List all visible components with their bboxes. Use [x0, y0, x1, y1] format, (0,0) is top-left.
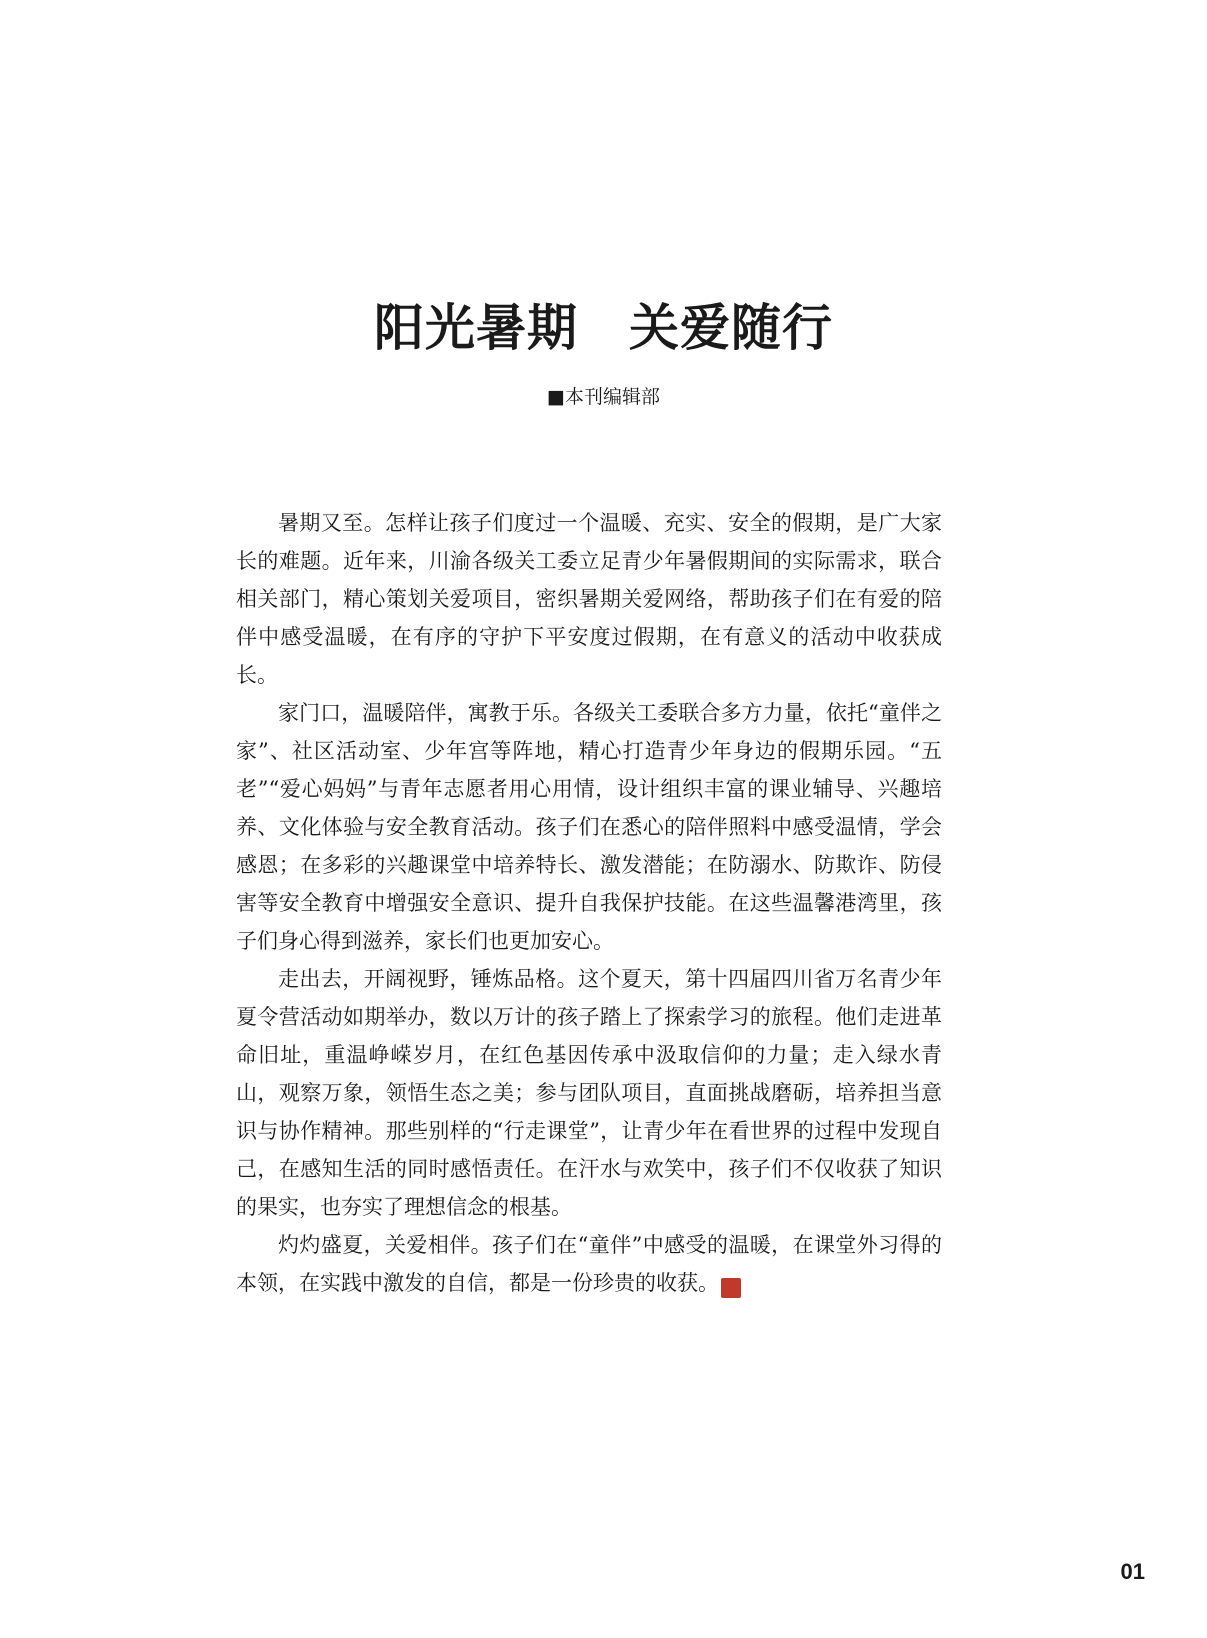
paragraph: 暑期又至。怎样让孩子们度过一个温暖、充实、安全的假期，是广大家长的难题。近年来，川渝各级关工委立足青少年暑假期间的实际需求，联合相关部门，精心策划关爱项目，密织暑期关爱网络，帮助孩子们在有爱的陪伴中感受温暖，在有序的守护下平安度过假期，在有意义的活动中收获成长。: [236, 511, 942, 687]
article-title: 阳光暑期 关爱随行: [374, 298, 833, 357]
paragraph-last: [236, 1226, 942, 1302]
paragraph: 走出去，开阔视野，锤炼品格。这个夏天，第十四届四川省万名青少年夏令营活动如期举办，数以万计的孩子踏上了探索学习的旅程。他们走进革命旧址，重温峥嵘岁月，在红色基因传承中汲取信仰的力量；走入绿水青山，观察万象，领悟生态之美；参与团队项目，直面挑战磨砺，培养担当意识与协作精神。那些别样的“行走课堂”，让青少年在看世界的过程中发现自己，在感知生活的同时感悟责任。在汗水与欢笑中，孩子们不仅收获了知识的果实，也夯实了理想信念的根基。: [236, 967, 942, 1219]
end-mark-icon: 关: [721, 1278, 741, 1298]
article-byline: ■本刊编辑部: [547, 386, 660, 408]
paragraph: 家门口，温暖陪伴，寓教于乐。各级关工委联合多方力量，依托“童伴之家”、社区活动室、少年宫等阵地，精心打造青少年身边的假期乐园。“五老”“爱心妈妈”与青年志愿者用心用情，设计组织丰富的课业辅导、兴趣培养、文化体验与安全教育活动。孩子们在悉心的陪伴照料中感受温情，学会感恩；在多彩的兴趣课堂中培养特长、激发潜能；在防溺水、防欺诈、防侵害等安全教育中增强安全意识、提升自我保护技能。在这些温馨港湾里，孩子们身心得到滋养，家长们也更加安心。: [236, 701, 942, 953]
article-body: [236, 504, 942, 1302]
page-number: 01: [1120, 1559, 1145, 1584]
paragraph-text: 灼灼盛夏，关爱相伴。孩子们在“童伴”中感受的温暖，在课堂外习得的本领，在实践中激发的自信，都是一份珍贵的收获。: [236, 1233, 942, 1295]
